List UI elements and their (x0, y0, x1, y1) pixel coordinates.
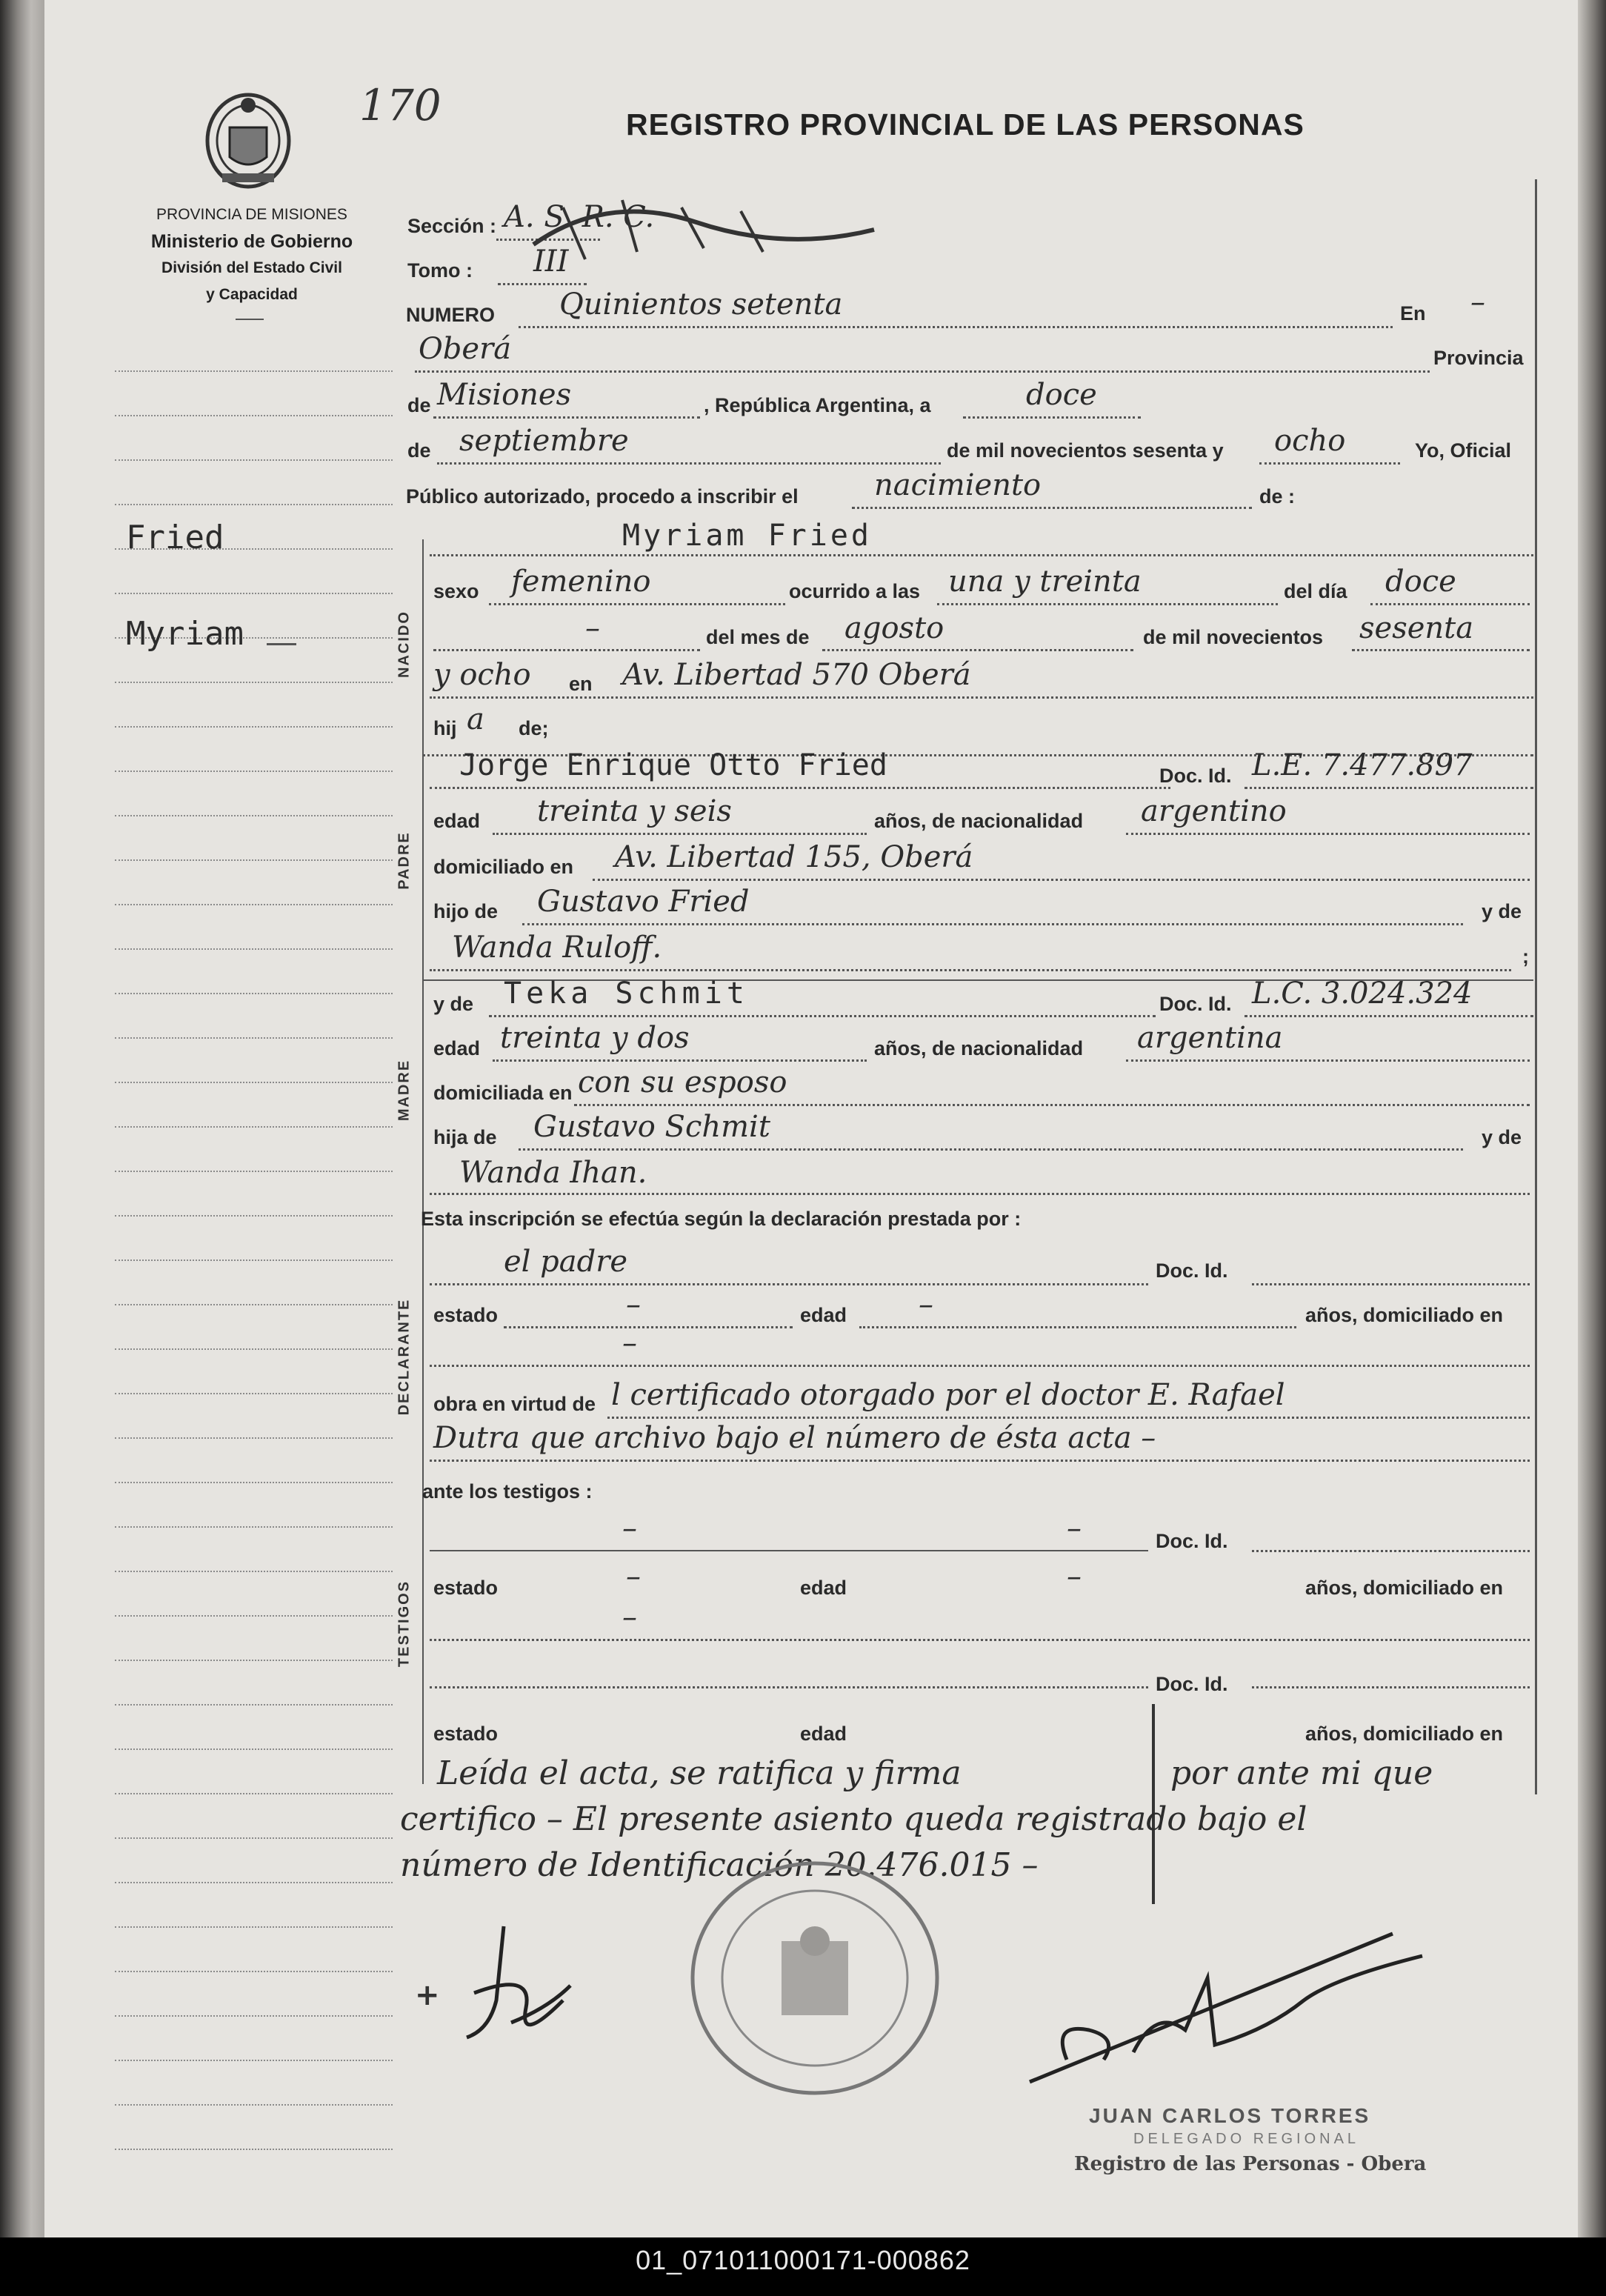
father-name: Jorge Enrique Otto Fried (459, 748, 887, 782)
lugar-value: Av. Libertad 570 Oberá (622, 658, 971, 692)
witness1-dom-value: – (622, 1600, 637, 1634)
witness2-doc-line (1252, 1686, 1530, 1688)
obra-value: l certificado otorgado por el doctor E. Rafael (611, 1378, 1285, 1412)
mother-edad-line (493, 1059, 867, 1062)
mother-mother-value: Wanda Ihan. (459, 1156, 647, 1190)
declarant-anios-label: años, domiciliado en (1305, 1304, 1504, 1326)
father-mother-value: Wanda Ruloff. (452, 931, 662, 965)
page-number: 170 (359, 80, 442, 130)
form-right-border (1535, 179, 1537, 1794)
hora-line (937, 603, 1278, 605)
tomo-value: III (533, 244, 569, 279)
month-value: septiembre (459, 424, 629, 458)
witness2-estado-label: estado (433, 1723, 499, 1745)
mother-nac-value: argentina (1137, 1021, 1283, 1055)
witness1-edad-value: – (1067, 1560, 1082, 1594)
father-doc-line (1245, 787, 1533, 789)
mother-doc-label: Doc. Id. (1159, 993, 1232, 1015)
father-name-line (430, 787, 1170, 789)
father-doc-value: L.E. 7.477.897 (1252, 748, 1473, 782)
yo-label: Yo, Oficial (1415, 439, 1512, 462)
obra-value-2: Dutra que archivo bajo el número de ésta acta – (433, 1421, 1156, 1455)
sexo-value: femenino (511, 565, 651, 599)
witness1-doc-label: Doc. Id. (1156, 1530, 1228, 1552)
mother-nac-label: años, de nacionalidad (874, 1037, 1084, 1059)
declarant-doc-line (1252, 1283, 1530, 1285)
declarant-signature (444, 1911, 593, 2060)
witness1-name-2: – (1067, 1511, 1082, 1545)
declarant-dom-line (430, 1365, 1530, 1367)
ocurrido-label: ocurrido a las (789, 580, 921, 602)
act-value: nacimiento (874, 468, 1042, 502)
hora-value: una y treinta (948, 565, 1142, 599)
father-edad-value: treinta y seis (537, 794, 732, 828)
mother-edad-value: treinta y dos (500, 1021, 690, 1055)
mother-dom-line (574, 1104, 1530, 1106)
witness1-estado-value: – (626, 1560, 641, 1594)
father-dom-line (593, 879, 1530, 881)
witness2-name-line (430, 1686, 1148, 1688)
father-dom-label: domiciliado en (433, 856, 574, 878)
dia-line (1370, 603, 1530, 605)
child-name: Myriam Fried (622, 519, 872, 553)
city-line (415, 370, 1430, 373)
official-title: DELEGADO REGIONAL (1133, 2131, 1360, 2147)
declarant-edad-label: edad (800, 1304, 847, 1326)
province-line (433, 416, 700, 419)
mother-doc-line (1245, 1015, 1533, 1017)
provincia-label: Provincia (1433, 347, 1524, 369)
declaration-intro: Esta inscripción se efectúa según la declaración prestada por : (421, 1208, 1022, 1230)
hija-value: a (467, 702, 484, 736)
month-line (437, 462, 941, 465)
hija-label: hij (433, 717, 457, 739)
office-ministry: Ministerio de Gobierno (150, 231, 353, 252)
official-office: Registro de las Personas - Obera (1074, 2153, 1427, 2175)
crossed-out-annotation (519, 178, 889, 267)
witness1-edad-label: edad (800, 1577, 847, 1599)
numero-value: Quinientos setenta (559, 287, 843, 322)
dia-value: doce (1385, 565, 1456, 599)
day-value: doce (1026, 378, 1097, 412)
en-value: – (1470, 285, 1485, 319)
closing-line-3: número de Identificación 20.476.015 – (400, 1846, 1039, 1884)
declarant-doc-label: Doc. Id. (1156, 1260, 1228, 1282)
witness2-edad-label: edad (800, 1723, 847, 1745)
tomo-label: Tomo : (407, 259, 473, 282)
anio-value: sesenta (1359, 611, 1474, 645)
father-dom-value: Av. Libertad 155, Oberá (615, 840, 973, 874)
de3-label: de : (1259, 485, 1296, 508)
mother-yde-label: y de (433, 993, 474, 1015)
declarant-estado-value: – (626, 1288, 641, 1322)
mil2-label: de mil novecientos (1143, 626, 1324, 648)
mother-doc-value: L.C. 3.024.324 (1252, 976, 1473, 1011)
numero-label: NUMERO (406, 304, 495, 326)
mes-label: del mes de (706, 626, 810, 648)
official-signature (1022, 1919, 1437, 2089)
declarant-dom-value: – (622, 1326, 637, 1360)
semicolon: ; (1522, 945, 1529, 968)
del-dia-label: del día (1284, 580, 1347, 602)
closing-line-1: Leída el acta, se ratifica y firma (437, 1754, 962, 1792)
padre-section-label: PADRE (396, 831, 413, 890)
de2-label: de (407, 439, 431, 462)
publico-label: Público autorizado, procedo a inscribir el (406, 485, 799, 508)
tomo-line (498, 283, 587, 285)
mother-nac-line (1126, 1059, 1530, 1062)
father-hijo-value: Gustavo Fried (537, 885, 750, 919)
office-block (104, 202, 400, 308)
mother-mother-line (430, 1193, 1530, 1195)
en2-label: en (569, 673, 593, 695)
obra-label: obra en virtud de (433, 1393, 596, 1415)
province-value: Misiones (437, 378, 572, 412)
witness1-name-line (430, 1550, 1148, 1551)
father-hijo-label: hijo de (433, 900, 498, 922)
witness2-doc-label: Doc. Id. (1156, 1673, 1228, 1695)
obra-line (607, 1417, 1530, 1419)
margin-surname: Fried (126, 519, 224, 556)
obra-line-2 (430, 1460, 1530, 1462)
margin-given-name: Myriam (126, 615, 244, 653)
witness1-estado-label: estado (433, 1577, 499, 1599)
office-division: División del Estado Civil (161, 259, 342, 276)
scan-id: 01_071011000171-000862 (636, 2245, 970, 2275)
numero-line (519, 326, 1393, 328)
section-label-border (422, 539, 424, 1784)
act-line (852, 507, 1252, 509)
father-yde-label: y de (1482, 900, 1522, 922)
witness1-doc-line (1252, 1550, 1530, 1552)
official-name: JUAN CARLOS TORRES (1089, 2104, 1371, 2127)
mother-hija-value: Gustavo Schmit (533, 1110, 770, 1144)
page-title: REGISTRO PROVINCIAL DE LAS PERSONAS (626, 107, 1305, 142)
year-line (1259, 462, 1400, 465)
witness1-anios-label: años, domiciliado en (1305, 1577, 1504, 1599)
mes-line (822, 649, 1133, 651)
father-doc-label: Doc. Id. (1159, 765, 1232, 787)
office-province: PROVINCIA DE MISIONES (156, 206, 347, 223)
father-hijo-line (522, 923, 1463, 925)
declarant-estado-line (504, 1326, 793, 1328)
x-mark: + (415, 1978, 440, 2012)
sexo-label: sexo (433, 580, 479, 602)
de-semicolon-label: de; (519, 717, 549, 739)
mother-hija-label: hija de (433, 1126, 497, 1148)
mil-label: de mil novecientos sesenta y (947, 439, 1224, 462)
closing-line-1b: por ante mi que (1170, 1754, 1433, 1792)
mes-value: agosto (844, 611, 944, 645)
father-edad-line (493, 833, 867, 835)
margin-dash (267, 643, 296, 645)
father-edad-label: edad (433, 810, 481, 832)
republica-label: , República Argentina, a (704, 394, 931, 416)
office-capacidad: y Capacidad (206, 286, 298, 303)
declarant-edad-line (859, 1326, 1296, 1328)
official-stamp (682, 1852, 948, 2104)
office-divider (236, 319, 264, 320)
year-value: ocho (1274, 424, 1346, 458)
dash-line (433, 649, 700, 651)
dash-value: – (585, 611, 600, 645)
father-nac-value: argentino (1141, 794, 1287, 828)
closing-line-2: certifico – El presente asiento queda registrado bajo el (400, 1800, 1307, 1838)
anio-line (1352, 649, 1530, 651)
declarant-estado-label: estado (433, 1304, 499, 1326)
seccion-value: A. S. R. C. (504, 200, 655, 234)
declarant-name-line (430, 1283, 1148, 1285)
declarant-name: el padre (504, 1245, 628, 1279)
nacido-section-label: NACIDO (396, 610, 413, 678)
declarant-edad-value: – (919, 1288, 933, 1322)
page-edge (1578, 0, 1606, 2237)
en-label: En (1400, 302, 1426, 325)
book-spine (0, 0, 44, 2237)
anio2-value: y ocho (433, 658, 531, 692)
de-label: de (407, 394, 431, 416)
mother-name: Teka Schmit (504, 976, 749, 1011)
lugar-line (430, 696, 1533, 699)
mother-dom-label: domiciliada en (433, 1082, 573, 1104)
witness2-anios-label: años, domiciliado en (1305, 1723, 1504, 1745)
mother-dom-value: con su esposo (578, 1065, 787, 1099)
testigos-intro: ante los testigos : (422, 1480, 593, 1503)
mother-name-line (489, 1015, 1156, 1017)
mother-hija-line (519, 1148, 1463, 1151)
witness1-dom-line (430, 1639, 1530, 1641)
testigos-section-label: TESTIGOS (396, 1580, 413, 1668)
provincial-emblem-icon (200, 83, 296, 194)
day-line (963, 416, 1141, 419)
city-value: Oberá (419, 332, 512, 366)
father-mother-line (430, 969, 1511, 971)
child-name-line (430, 554, 1533, 556)
father-nac-line (1126, 833, 1530, 835)
mother-yde2-label: y de (1482, 1126, 1522, 1148)
declarante-section-label: DECLARANTE (396, 1298, 413, 1416)
father-nac-label: años, de nacionalidad (874, 810, 1084, 832)
seccion-label: Sección : (407, 215, 497, 237)
sexo-line (489, 603, 785, 605)
mother-edad-label: edad (433, 1037, 481, 1059)
madre-section-label: MADRE (396, 1059, 413, 1122)
witness1-name: – (622, 1511, 637, 1545)
